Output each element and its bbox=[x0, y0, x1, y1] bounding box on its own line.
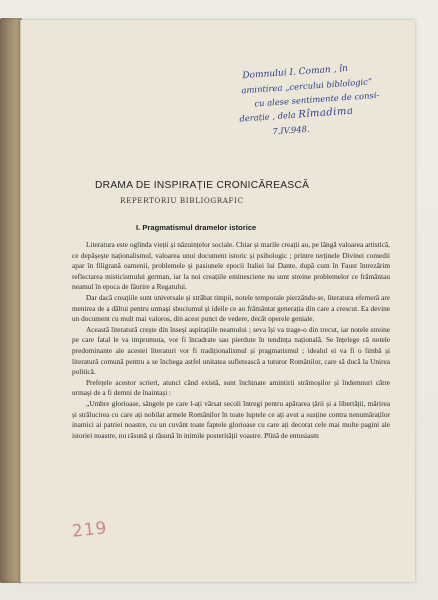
book-spine bbox=[0, 18, 22, 583]
document-subtitle: REPERTORIU BIBLIOGRAFIC bbox=[120, 196, 244, 205]
paragraph: Prefețele acestor scrieri, atunci când există, sunt închinate amintirii strămoșilor și îndemnuri către urmași de a fi demni de înaintași : bbox=[72, 377, 390, 398]
document-title: DRAMA DE INSPIRAȚIE CRONICĂREASCĂ bbox=[95, 180, 310, 191]
paragraph: Această literatură crește din înseși aspirațiile neamului ; seva își va trage-o din trecut, iar notele streine pe care fatal le va imprumuta, vor fi încadrate sau pierdute în tendința națională. Se înțelege că notele predominante ale acestei literaturi vor fi tradiționalismul și pragmatismul ; idealul ei va fi o limbă și literatură comună pentru a se închega astfel unitatea sufletească a tuturor Românilor, care să ducă la Unirea politică. bbox=[72, 324, 390, 377]
dedication-line-1: Domnului I. Coman , în bbox=[242, 63, 349, 82]
section-heading: I. Pragmatismul dramelor istorice bbox=[136, 223, 257, 232]
dedication-line-3: cu alese sentimente de consi- bbox=[254, 89, 380, 109]
paragraph: Literatura este oglinda vieții și năzuințelor sociale. Chiar și marile creații au, pe lângă valoarea artistică, ce depășește naționalismul, valoarea unui document istoric și psihologic ; printre terținele Divinei comedii apar în filigrană oamenii, problemele și pasiunele epocii Italiei lui Dante, după cum în Faust întrezărim reflectarea misticismului german, iar la noi creațiile eminesciene nu sunt streine problemelor ce frământau neamul în epoca de făurire a Regatului. bbox=[72, 240, 390, 292]
dedication-date: 7.IV.948. bbox=[272, 123, 310, 137]
body-text bbox=[72, 240, 390, 441]
paragraph: „Umbre glorioase, sângele pe care l-ați vărsat secoli întregi pentru apărarea țării și a libertății, mărirea și strălucirea cu care ați nobilat armele Românilor în toate luptele ce ați avut a susține contra nenumăraților inamici ai patriei noastre, cu un cuvânt toate faptele glorioase cu care ați decorat cele mai multe pagini ale istoriei noastre, nu răsună și răsună în inimile posterității voastre. Plină de entusiasm bbox=[72, 398, 390, 440]
dedication-line-4-text: derație , dela bbox=[239, 109, 296, 124]
dedication-line-2: amintirea „cercului biblologic” bbox=[241, 76, 373, 96]
paragraph: Dar dacă creațiile sunt universale și străbat timpii, notele temporale pierzându-se, literatura efemeră are menirea de a dăltui pentru urmași sbuciumul și ideile ce au frământat generația din care a crescut. Ea devine un document cu mult mai valoros, din acest punct de vedere, decât operele geniale. bbox=[72, 292, 390, 324]
handwritten-dedication bbox=[232, 57, 422, 141]
pencil-page-mark: 219 bbox=[71, 518, 109, 542]
signature: Rîmadima bbox=[297, 105, 354, 121]
